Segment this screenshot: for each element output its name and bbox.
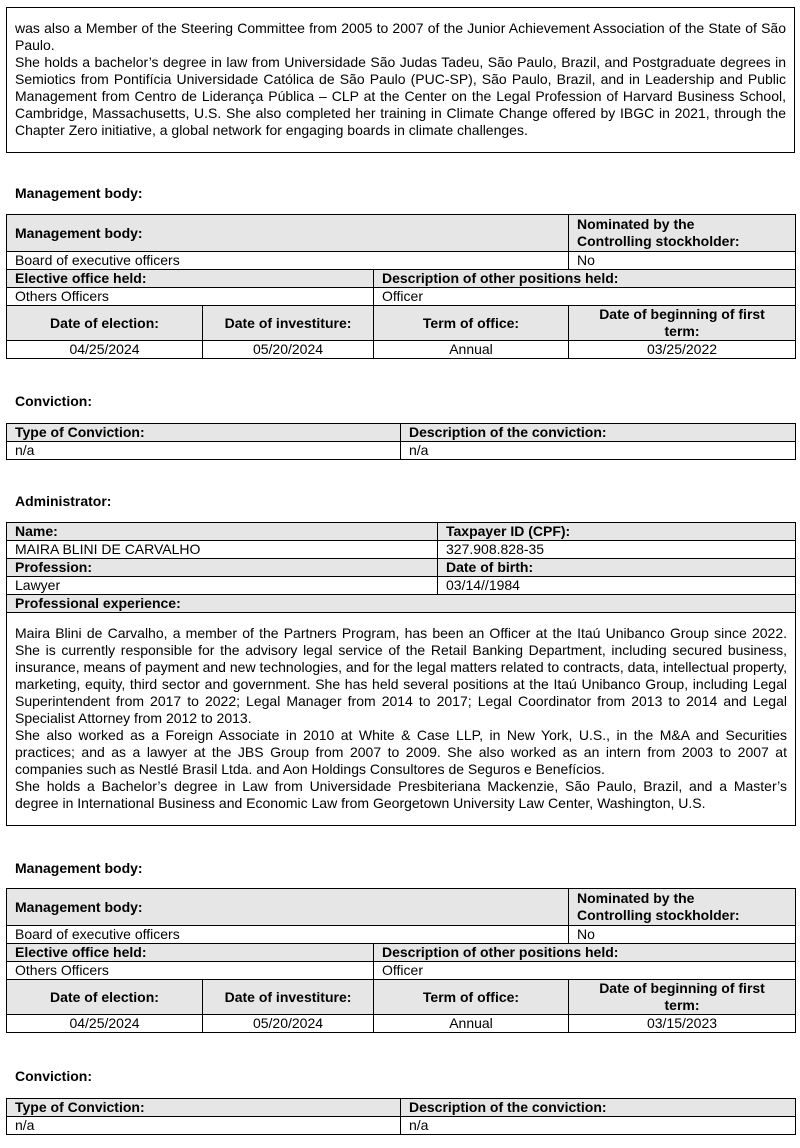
administrator-table <box>6 522 796 826</box>
bio-continuation-table <box>6 7 795 153</box>
elective-office-label: Elective office held: <box>7 270 374 288</box>
elective-office-value: Others Officers <box>7 288 374 306</box>
management-body-table <box>6 888 796 1033</box>
experience-paragraph: She also worked as a Foreign Associate in 2010 at White & Case LLP, in New York, U.S., in the M&A and Securities practices; and as a lawyer at the JBS Group from 2007 to 2009. She also worked as an intern from 2003 to 2007 at companies such as Nestlé Brasil Ltda. and Aon Holdings Consultores de Seguros e Benefícios. <box>15 727 787 777</box>
first-term-label: Date of beginning of first term: <box>569 980 796 1015</box>
type-conviction-value: n/a <box>7 1117 401 1135</box>
administrator-section-title: Administrator: <box>15 493 112 509</box>
nominated-value: No <box>569 252 796 270</box>
taxpayer-id-value: 327.908.828-35 <box>438 541 796 559</box>
conviction-table <box>6 1098 796 1135</box>
name-value: MAIRA BLINI DE CARVALHO <box>7 541 438 559</box>
date-election-label: Date of election: <box>7 980 203 1015</box>
date-of-birth-value: 03/14//1984 <box>438 577 796 595</box>
management-body-value: Board of executive officers <box>7 926 569 944</box>
description-conviction-value: n/a <box>401 442 796 460</box>
management-body-table <box>6 214 796 359</box>
date-investiture-value: 05/20/2024 <box>203 341 374 359</box>
term-office-value: Annual <box>374 341 569 359</box>
type-conviction-value: n/a <box>7 442 401 460</box>
description-conviction-label: Description of the conviction: <box>401 424 796 442</box>
professional-experience-label: Professional experience: <box>7 595 796 613</box>
conviction-section-title: Conviction: <box>15 1068 92 1084</box>
date-election-value: 04/25/2024 <box>7 1015 203 1033</box>
management-body-section-title: Management body: <box>15 860 143 876</box>
experience-paragraph: Maira Blini de Carvalho, a member of the Partners Program, has been an Officer at the Itaú Unibanco Group since 2022. She is currently responsible for the advisory legal service of the Retail Banking Department, including secured business, insurance, means of payment and new technologies, and for the legal matters related to contracts, data, intellectual property, marketing, equity, third sector and government. She has held several positions at the Itaú Unibanco Group, including Legal Superintendent from 2017 to 2022; Legal Manager from 2014 to 2017; Legal Coordinator from 2013 to 2014 and Legal Specialist Attorney from 2012 to 2013. <box>15 625 787 726</box>
name-label: Name: <box>7 523 438 541</box>
elective-office-value: Others Officers <box>7 962 374 980</box>
first-term-value: 03/25/2022 <box>569 341 796 359</box>
first-term-label: Date of beginning of first term: <box>569 306 796 341</box>
other-positions-label: Description of other positions held: <box>374 944 796 962</box>
description-conviction-value: n/a <box>401 1117 796 1135</box>
other-positions-value: Officer <box>374 288 796 306</box>
elective-office-label: Elective office held: <box>7 944 374 962</box>
profession-value: Lawyer <box>7 577 438 595</box>
management-body-section-title: Management body: <box>15 185 143 201</box>
other-positions-value: Officer <box>374 962 796 980</box>
term-office-label: Term of office: <box>374 980 569 1015</box>
type-conviction-label: Type of Conviction: <box>7 1099 401 1117</box>
date-election-value: 04/25/2024 <box>7 341 203 359</box>
taxpayer-id-label: Taxpayer ID (CPF): <box>438 523 796 541</box>
date-investiture-label: Date of investiture: <box>203 306 374 341</box>
date-investiture-label: Date of investiture: <box>203 980 374 1015</box>
professional-experience-cell <box>7 613 796 826</box>
nominated-value: No <box>569 926 796 944</box>
experience-paragraph: She holds a Bachelor’s degree in Law from Universidade Presbiteriana Mackenzie, São Paulo, Brazil, and a Master’s degree in International Business and Economic Law from Georgetown University Law Center, Washington, U.S. <box>15 778 787 811</box>
management-body-label: Management body: <box>7 215 569 252</box>
bio-paragraph: was also a Member of the Steering Committee from 2005 to 2007 of the Junior Achievement Association of the State of São Paulo. <box>15 20 786 53</box>
first-term-value: 03/15/2023 <box>569 1015 796 1033</box>
bio-continuation-cell <box>7 8 795 153</box>
type-conviction-label: Type of Conviction: <box>7 424 401 442</box>
description-conviction-label: Description of the conviction: <box>401 1099 796 1117</box>
nominated-label: Nominated by the Controlling stockholder: <box>569 889 796 926</box>
bio-paragraph: She holds a bachelor’s degree in law from Universidade São Judas Tadeu, São Paulo, Brazil, and Postgraduate degrees in Semiotics from Pontifícia Universidade Católica de São Paulo (PUC-SP), São Paulo, Brazil, and in Leadership and Public Management from Centro de Liderança Pública – CLP at the Center on the Legal Profession of Harvard Business School, Cambridge, Massachusetts, U.S. She also completed her training in Climate Change offered by IBGC in 2021, through the Chapter Zero initiative, a global network for engaging boards in climate challenges. <box>15 54 786 138</box>
nominated-label: Nominated by the Controlling stockholder: <box>569 215 796 252</box>
management-body-label: Management body: <box>7 889 569 926</box>
profession-label: Profession: <box>7 559 438 577</box>
term-office-label: Term of office: <box>374 306 569 341</box>
date-election-label: Date of election: <box>7 306 203 341</box>
conviction-table <box>6 423 796 460</box>
term-office-value: Annual <box>374 1015 569 1033</box>
date-investiture-value: 05/20/2024 <box>203 1015 374 1033</box>
management-body-value: Board of executive officers <box>7 252 569 270</box>
conviction-section-title: Conviction: <box>15 393 92 409</box>
date-of-birth-label: Date of birth: <box>438 559 796 577</box>
other-positions-label: Description of other positions held: <box>374 270 796 288</box>
